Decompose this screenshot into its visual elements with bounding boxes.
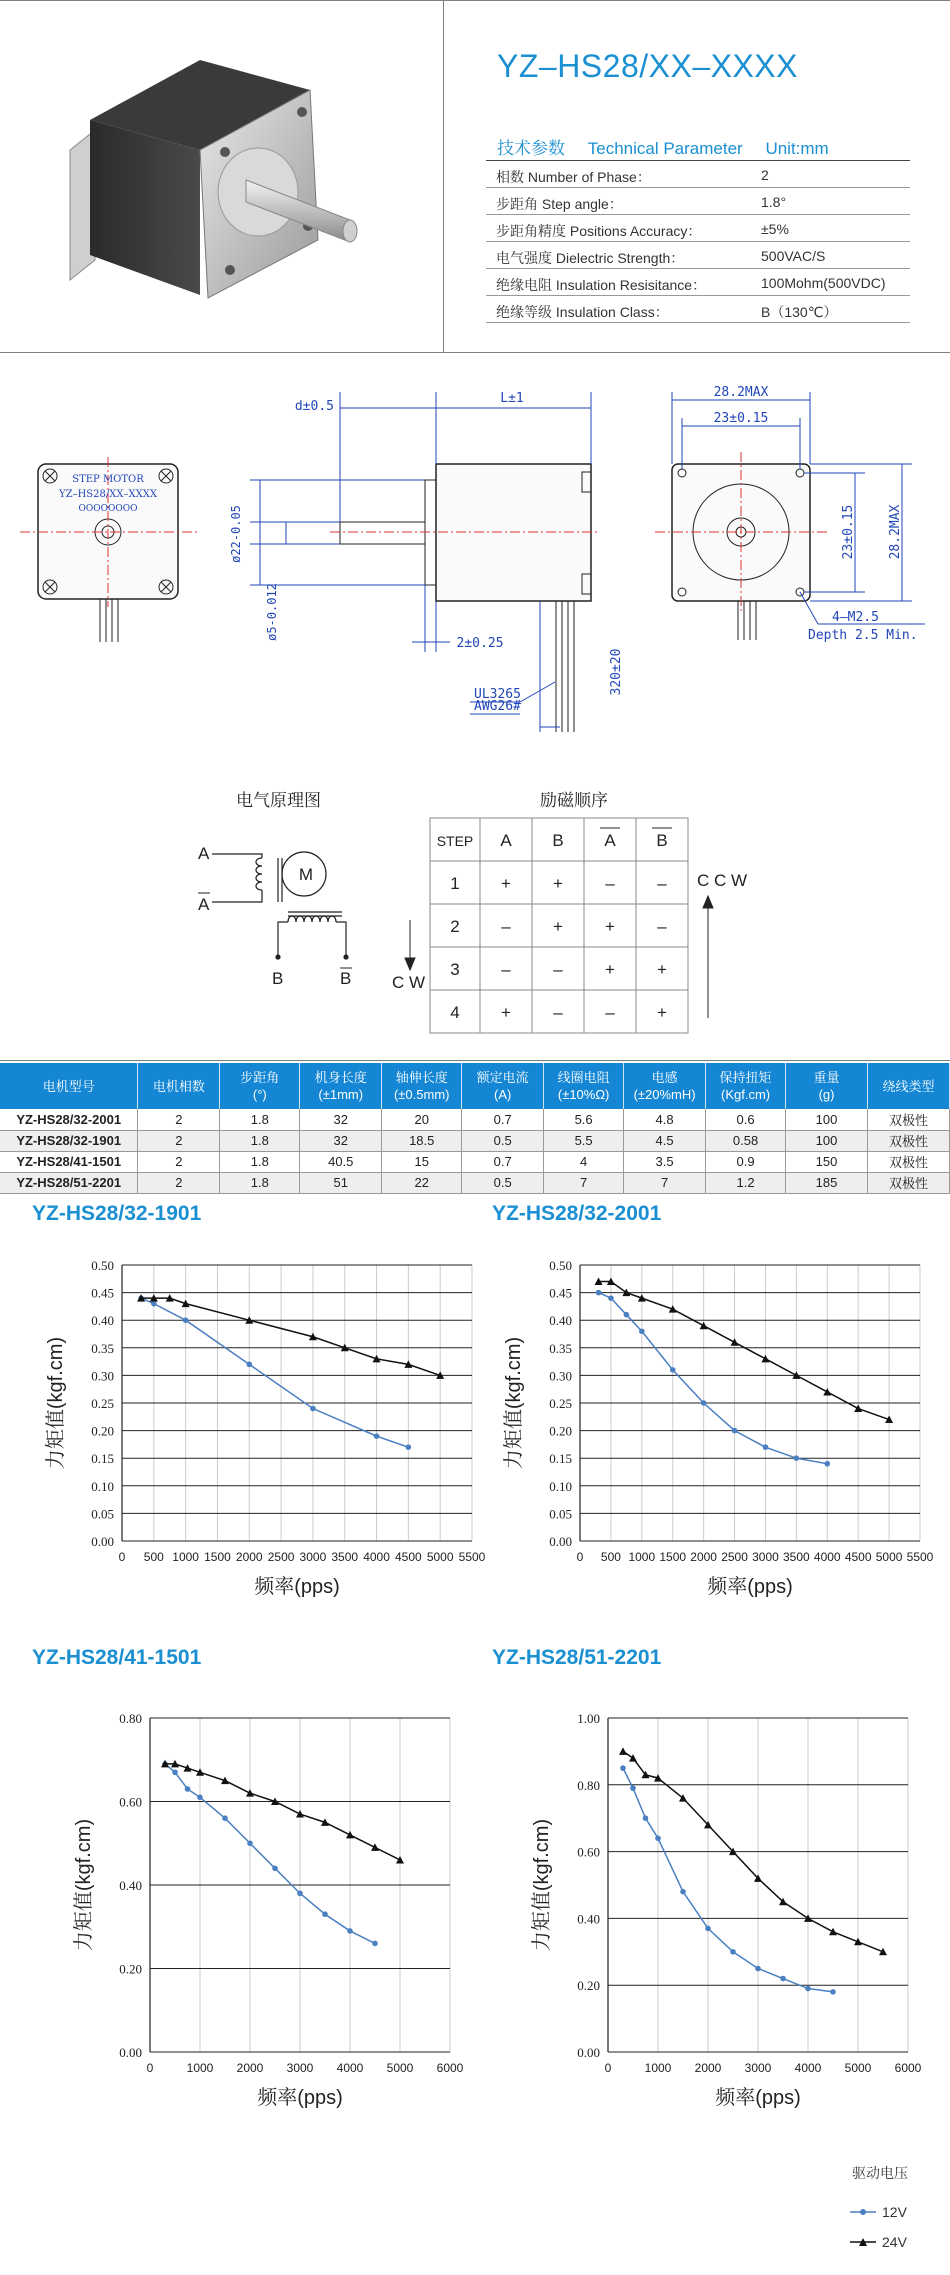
- param-key: 相数 Number of Phase：: [496, 169, 651, 185]
- x-tick-label: 0: [146, 2061, 154, 2075]
- exc-cell: 1: [450, 874, 460, 893]
- exc-cell: 2: [450, 917, 460, 936]
- spec-table-cell: 18.5: [382, 1130, 462, 1151]
- y-tick-label: 0.40: [119, 1878, 142, 1893]
- torque-chart: [502, 1258, 934, 1598]
- exc-cell: –: [553, 1003, 563, 1022]
- exc-cell: +: [553, 917, 563, 936]
- param-key: 绝缘电阻 Insulation Resisitance：: [496, 277, 707, 293]
- x-tick-label: 2500: [267, 1550, 295, 1564]
- y-tick-label: 0.30: [549, 1368, 572, 1384]
- param-key: 步距角精度 Positions Accuracy：: [496, 223, 702, 239]
- y-tick-label: 0.25: [549, 1396, 572, 1411]
- hole-depth: Depth 2.5 Min.: [808, 628, 918, 643]
- chart-title: YZ-HS28/41-1501: [32, 1646, 202, 1669]
- y-tick-label: 0.00: [577, 2045, 600, 2060]
- dim-23-vertical: 23±0.15: [841, 504, 856, 560]
- spec-table-header-cell: 电感 (±20%mH): [624, 1063, 706, 1109]
- x-tick-label: 2000: [690, 1550, 717, 1564]
- spec-table-header-cell: 重量 (g): [786, 1063, 868, 1109]
- schematic-title: 电气原理图: [236, 791, 321, 810]
- spec-table-cell: 7: [544, 1172, 624, 1193]
- spec-table-cell: YZ-HS28/32-2001: [0, 1109, 138, 1130]
- data-point-12v: [347, 1928, 353, 1934]
- terminal-b: B: [272, 969, 284, 988]
- x-tick-label: 2500: [721, 1550, 748, 1564]
- spec-table-cell: 0.7: [462, 1109, 544, 1130]
- data-point-24v: [371, 1843, 379, 1851]
- x-tick-label: 4000: [336, 2061, 364, 2075]
- y-tick-label: 0.40: [577, 1911, 600, 1927]
- data-point-24v: [731, 1338, 739, 1346]
- spec-table-cell: 2: [138, 1172, 220, 1193]
- data-point-12v: [830, 1989, 836, 1995]
- spec-table-cell: 1.8: [220, 1172, 300, 1193]
- spec-table-cell: 20: [382, 1109, 462, 1130]
- x-tick-label: 6000: [894, 2061, 922, 2075]
- motor-label-3: OOOOOOOO: [78, 504, 138, 514]
- spec-table-cell: 1.8: [220, 1130, 300, 1151]
- x-axis-title: 频率(pps): [715, 2087, 801, 2109]
- spec-table-cell: 1.8: [220, 1109, 300, 1130]
- label-awg: AWG26#: [474, 699, 521, 714]
- data-point-12v: [780, 1976, 786, 1982]
- data-point-12v: [246, 1362, 252, 1368]
- y-axis-title: 力矩值(kgf.cm): [73, 1818, 95, 1952]
- y-tick-label: 0.05: [91, 1506, 114, 1522]
- spec-table-header-cell: 保持扭矩 (Kgf.cm): [706, 1063, 786, 1109]
- y-tick-label: 0.35: [91, 1340, 114, 1356]
- data-point-24v: [854, 1405, 862, 1413]
- data-point-12v: [763, 1444, 769, 1450]
- spec-table-cell: 15: [382, 1151, 462, 1172]
- spec-table-cell: 1.2: [706, 1172, 786, 1193]
- y-tick-label: 0.50: [549, 1258, 572, 1273]
- tp-heading-cn: 技术参数: [497, 139, 565, 158]
- data-point-12v: [824, 1461, 830, 1467]
- data-point-24v: [346, 1831, 354, 1839]
- spec-table-cell: 1.8: [220, 1151, 300, 1172]
- spec-table-cell: YZ-HS28/32-1901: [0, 1130, 138, 1151]
- x-tick-label: 5000: [386, 2061, 414, 2075]
- dim-2: 2±0.25: [456, 636, 504, 651]
- data-point-12v: [755, 1966, 761, 1972]
- chart-title: YZ-HS28/32-1901: [32, 1202, 202, 1225]
- y-tick-label: 1.00: [577, 1711, 600, 1726]
- dim-d: d±0.5: [294, 399, 334, 414]
- x-tick-label: 3000: [752, 1550, 779, 1564]
- y-tick-label: 0.20: [91, 1423, 114, 1439]
- data-point-12v: [630, 1785, 636, 1791]
- y-tick-label: 0.25: [91, 1396, 114, 1411]
- y-tick-label: 0.30: [91, 1368, 114, 1384]
- excitation-title: 励磁顺序: [540, 791, 608, 810]
- y-tick-label: 0.50: [91, 1258, 114, 1273]
- exc-cell: +: [501, 874, 511, 893]
- x-tick-label: 2000: [694, 2061, 722, 2075]
- hole-spec: 4–M2.5: [832, 610, 879, 625]
- spec-table-cell: 185: [786, 1172, 868, 1193]
- data-point-12v: [705, 1926, 711, 1932]
- data-point-12v: [732, 1428, 738, 1434]
- y-tick-label: 0.45: [549, 1285, 572, 1301]
- cw-label: C W: [392, 973, 426, 992]
- spec-table-cell: YZ-HS28/51-2201: [0, 1172, 138, 1193]
- x-tick-label: 4000: [363, 1550, 390, 1564]
- spec-table-cell: 4.8: [624, 1109, 706, 1130]
- y-tick-label: 0.20: [577, 1978, 600, 1994]
- data-point-24v: [761, 1355, 769, 1363]
- legend: [848, 2200, 943, 2270]
- data-point-24v: [246, 1789, 254, 1797]
- spec-table-cell: 0.5: [462, 1130, 544, 1151]
- data-point-12v: [670, 1367, 676, 1373]
- y-tick-label: 0.40: [549, 1313, 572, 1329]
- data-point-12v: [620, 1765, 626, 1771]
- data-point-12v: [624, 1312, 630, 1318]
- exc-cell: –: [553, 960, 563, 979]
- data-point-12v: [310, 1406, 316, 1412]
- motor-label-2: YZ–HS28/XX–XXXX: [59, 489, 157, 500]
- chart-title: YZ-HS28/32-2001: [492, 1202, 662, 1225]
- y-tick-label: 0.80: [577, 1777, 600, 1793]
- data-point-12v: [639, 1328, 645, 1334]
- dim-dia22: ø22-0.05: [229, 505, 243, 563]
- legend-title: 驱动电压: [852, 2165, 908, 2181]
- y-tick-label: 0.20: [549, 1423, 572, 1439]
- exc-cell: –: [605, 1003, 615, 1022]
- data-point-24v: [854, 1938, 862, 1946]
- spec-table-cell: 双极性: [867, 1172, 949, 1193]
- exc-header-a-bar: A: [604, 831, 616, 850]
- spec-table-cell: 3.5: [624, 1151, 706, 1172]
- x-tick-label: 0: [576, 1550, 584, 1564]
- x-tick-label: 4000: [813, 1550, 841, 1564]
- data-point-12v: [406, 1444, 412, 1450]
- spec-table-header-cell: 电机型号: [0, 1063, 138, 1109]
- spec-table-cell: 0.9: [706, 1151, 786, 1172]
- exc-cell: –: [501, 960, 511, 979]
- x-tick-label: 500: [600, 1550, 621, 1564]
- spec-table-header-cell: 电机相数: [138, 1063, 220, 1109]
- ccw-label: C C W: [697, 871, 748, 890]
- torque-chart: [72, 1711, 464, 2109]
- spec-table-header-cell: 绕线类型: [867, 1063, 949, 1109]
- torque-chart: [44, 1258, 486, 1598]
- spec-table-cell: 双极性: [867, 1109, 949, 1130]
- param-key: 电气强度 Dielectric Strength：: [496, 250, 685, 266]
- y-tick-label: 0.40: [91, 1313, 114, 1329]
- data-point-12v: [372, 1941, 378, 1947]
- spec-table-cell: 0.58: [706, 1130, 786, 1151]
- data-point-12v: [608, 1295, 614, 1301]
- spec-table-cell: 0.6: [706, 1109, 786, 1130]
- data-point-12v: [680, 1889, 686, 1895]
- spec-table-cell: 5.5: [544, 1130, 624, 1151]
- exc-header-step: STEP: [436, 833, 474, 849]
- dim-23: 23±0.15: [713, 411, 769, 426]
- x-tick-label: 1000: [628, 1550, 656, 1564]
- x-axis-title: 频率(pps): [257, 2087, 343, 2109]
- x-tick-label: 4500: [395, 1550, 422, 1564]
- y-axis-title: 力矩值(kgf.cm): [45, 1336, 67, 1470]
- spec-table-header-cell: 线圈电阻 (±10%Ω): [544, 1063, 624, 1109]
- exc-cell: –: [605, 874, 615, 893]
- exc-cell: +: [501, 1003, 511, 1022]
- dim-L: L±1: [500, 391, 524, 406]
- data-point-12v: [272, 1866, 278, 1872]
- motor-label-1: STEP MOTOR: [72, 474, 144, 485]
- data-point-24v: [296, 1810, 304, 1818]
- x-tick-label: 1000: [172, 1550, 199, 1564]
- spec-table-cell: 40.5: [300, 1151, 382, 1172]
- x-tick-label: 1500: [204, 1550, 231, 1564]
- x-tick-label: 5000: [426, 1550, 454, 1564]
- spec-table-header-cell: 轴伸长度 (±0.5mm): [382, 1063, 462, 1109]
- x-tick-label: 5000: [844, 2061, 872, 2075]
- x-tick-label: 1000: [186, 2061, 214, 2075]
- param-value: 2: [761, 167, 769, 183]
- x-tick-label: 1500: [659, 1550, 687, 1564]
- terminal-a: A: [198, 844, 210, 863]
- spec-table-cell: 32: [300, 1109, 382, 1130]
- data-point-12v: [297, 1891, 303, 1897]
- x-tick-label: 5500: [458, 1550, 486, 1564]
- spec-table-cell: 双极性: [867, 1130, 949, 1151]
- spec-table-cell: 51: [300, 1172, 382, 1193]
- y-tick-label: 0.10: [91, 1478, 114, 1494]
- legend-12v-label: 12V: [882, 2204, 907, 2220]
- data-point-12v: [197, 1795, 203, 1801]
- exc-cell: –: [501, 917, 511, 936]
- exc-header-a: A: [500, 831, 512, 850]
- data-point-24v: [700, 1322, 708, 1330]
- y-tick-label: 0.00: [119, 2045, 142, 2060]
- spec-table-cell: 2: [138, 1130, 220, 1151]
- exc-cell: 3: [450, 960, 460, 979]
- data-point-12v: [643, 1815, 649, 1821]
- data-point-12v: [151, 1301, 157, 1307]
- series-line-12v: [623, 1768, 833, 1992]
- data-point-12v: [222, 1815, 228, 1821]
- data-point-12v: [183, 1317, 189, 1323]
- data-point-12v: [596, 1290, 602, 1296]
- spec-table-cell: 150: [786, 1151, 868, 1172]
- x-tick-label: 3000: [299, 1550, 327, 1564]
- param-key: 绝缘等级 Insulation Class：: [496, 304, 669, 320]
- terminal-b-bar: B: [340, 969, 352, 988]
- data-point-12v: [730, 1949, 736, 1955]
- data-point-12v: [322, 1911, 328, 1917]
- exc-cell: –: [657, 874, 667, 893]
- dim-28-max: 28.2MAX: [713, 385, 769, 400]
- exc-cell: 4: [450, 1003, 460, 1022]
- tp-heading-unit: Unit:mm: [765, 139, 829, 158]
- exc-header-b: B: [552, 831, 564, 850]
- spec-table-cell: 0.5: [462, 1172, 544, 1193]
- spec-table-cell: 5.6: [544, 1109, 624, 1130]
- y-tick-label: 0.15: [91, 1451, 114, 1467]
- y-tick-label: 0.00: [549, 1534, 572, 1549]
- x-tick-label: 0: [604, 2061, 612, 2075]
- y-tick-label: 0.10: [549, 1478, 572, 1494]
- y-tick-label: 0.05: [549, 1506, 572, 1522]
- data-point-12v: [247, 1840, 253, 1846]
- data-point-12v: [701, 1400, 707, 1406]
- data-point-12v: [374, 1433, 380, 1439]
- param-value: 100Mohm(500VDC): [761, 275, 886, 291]
- x-tick-label: 0: [118, 1550, 126, 1564]
- spec-table-cell: 22: [382, 1172, 462, 1193]
- x-tick-label: 3500: [783, 1550, 810, 1564]
- y-tick-label: 0.00: [91, 1534, 114, 1549]
- exc-cell: +: [553, 874, 563, 893]
- y-tick-label: 0.45: [91, 1285, 114, 1301]
- x-tick-label: 5000: [875, 1550, 903, 1564]
- spec-table-cell: 4.5: [624, 1130, 706, 1151]
- data-point-24v: [823, 1388, 831, 1396]
- dim-320: 320±20: [609, 648, 624, 696]
- exc-cell: +: [657, 1003, 667, 1022]
- spec-table-header-cell: 额定电流 (A): [462, 1063, 544, 1109]
- data-point-12v: [172, 1769, 178, 1775]
- spec-table-header-cell: 步距角 (°): [220, 1063, 300, 1109]
- tp-heading-en: Technical Parameter: [587, 139, 743, 158]
- param-value: B（130℃）: [761, 304, 838, 320]
- y-tick-label: 0.60: [119, 1794, 142, 1810]
- y-tick-label: 0.35: [549, 1340, 572, 1356]
- motor-symbol-label: M: [298, 865, 314, 884]
- spec-table-cell: 32: [300, 1130, 382, 1151]
- legend-12v-marker: [860, 2209, 866, 2215]
- spec-table-cell: 7: [624, 1172, 706, 1193]
- spec-table-cell: 100: [786, 1109, 868, 1130]
- x-axis-title: 频率(pps): [254, 1576, 340, 1598]
- exc-cell: +: [657, 960, 667, 979]
- data-point-24v: [829, 1928, 837, 1936]
- dim-dia5: ø5-0.012: [265, 583, 279, 641]
- x-tick-label: 1000: [644, 2061, 672, 2075]
- spec-table-cell: 2: [138, 1151, 220, 1172]
- x-tick-label: 3000: [744, 2061, 772, 2075]
- data-point-12v: [185, 1786, 191, 1792]
- y-tick-label: 0.15: [549, 1451, 572, 1467]
- spec-table-cell: 2: [138, 1109, 220, 1130]
- chart-title: YZ-HS28/51-2201: [492, 1646, 662, 1669]
- spec-table-cell: 100: [786, 1130, 868, 1151]
- x-tick-label: 3000: [286, 2061, 314, 2075]
- data-point-12v: [794, 1455, 800, 1461]
- y-axis-title: 力矩值(kgf.cm): [531, 1818, 553, 1952]
- data-point-12v: [655, 1835, 661, 1841]
- x-tick-label: 2000: [236, 2061, 264, 2075]
- spec-table-cell: YZ-HS28/41-1501: [0, 1151, 138, 1172]
- x-tick-label: 3500: [331, 1550, 359, 1564]
- param-value: 500VAC/S: [761, 248, 826, 264]
- torque-chart: [530, 1711, 922, 2109]
- param-key: 步距角 Step angle：: [496, 196, 623, 212]
- exc-header-b-bar: B: [656, 831, 668, 850]
- y-tick-label: 0.60: [577, 1844, 600, 1860]
- data-point-24v: [619, 1747, 627, 1755]
- exc-cell: +: [605, 960, 615, 979]
- data-point-24v: [879, 1948, 887, 1956]
- spec-table-cell: 4: [544, 1151, 624, 1172]
- x-axis-title: 频率(pps): [707, 1576, 793, 1598]
- legend-24v-label: 24V: [882, 2234, 907, 2250]
- spec-table-header-cell: 机身长度 (±1mm): [300, 1063, 382, 1109]
- x-tick-label: 4500: [844, 1550, 872, 1564]
- series-line-12v: [165, 1764, 375, 1944]
- param-value: 1.8°: [761, 194, 787, 210]
- label-ul: UL3265: [474, 687, 521, 702]
- y-tick-label: 0.80: [119, 1711, 142, 1726]
- terminal-a-bar: A: [198, 895, 210, 914]
- dim-28-max-vertical: 28.2MAX: [888, 504, 903, 560]
- param-value: ±5%: [761, 221, 789, 237]
- y-tick-label: 0.20: [119, 1961, 142, 1977]
- x-tick-label: 4000: [794, 2061, 822, 2075]
- spec-table-cell: 0.7: [462, 1151, 544, 1172]
- x-tick-label: 2000: [235, 1550, 263, 1564]
- data-point-12v: [805, 1986, 811, 1992]
- model-title: YZ–HS28/XX–XXXX: [497, 48, 798, 84]
- spec-table-cell: 双极性: [867, 1151, 949, 1172]
- data-point-24v: [629, 1754, 637, 1762]
- exc-cell: –: [657, 917, 667, 936]
- data-point-24v: [396, 1856, 404, 1864]
- x-tick-label: 500: [143, 1550, 164, 1564]
- exc-cell: +: [605, 917, 615, 936]
- x-tick-label: 6000: [436, 2061, 464, 2075]
- y-axis-title: 力矩值(kgf.cm): [503, 1336, 525, 1470]
- x-tick-label: 5500: [906, 1550, 934, 1564]
